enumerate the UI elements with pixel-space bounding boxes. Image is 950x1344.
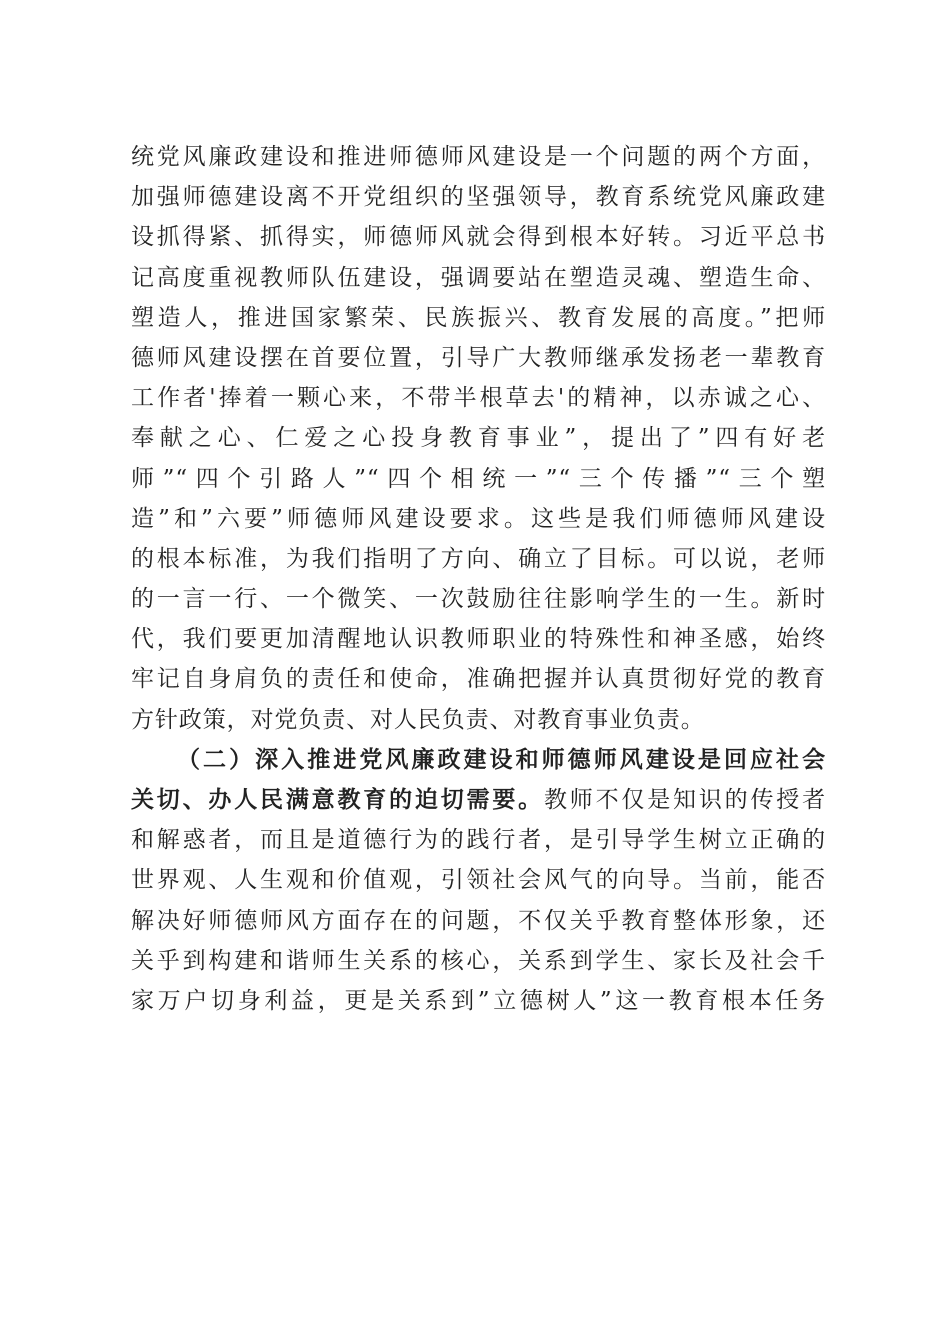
text-line: 造”和”六要”师德师风建设要求。这些是我们师德师风建设 [131, 505, 826, 532]
text-line: 和解惑者，而且是道德行为的践行者，是引导学生树立正确的 [131, 827, 826, 854]
document-body [131, 137, 826, 1021]
text-fragment: 教师不仅是知识的传授者 [543, 787, 826, 813]
paragraph-1 [131, 137, 826, 740]
paragraph-2 [131, 740, 826, 1021]
text-line [131, 780, 826, 820]
text-line: 世界观、人生观和价值观，引领社会风气的向导。当前，能否 [131, 867, 826, 894]
text-line: 设抓得紧、抓得实，师德师风就会得到根本好转。习近平总书 [131, 224, 826, 251]
text-line: 代，我们要更加清醒地认识教师职业的特殊性和神圣感，始终 [131, 626, 826, 653]
text-line: 记高度重视教师队伍建设，强调要站在塑造灵魂、塑造生命、 [131, 264, 826, 291]
text-line: 奉献之心、仁爱之心投身教育事业”，提出了”四有好老 [131, 425, 826, 452]
text-line: 关乎到构建和谐师生关系的核心，关系到学生、家长及社会千 [131, 947, 826, 974]
text-line: 德师风建设摆在首要位置，引导广大教师继承发扬老一辈教育 [131, 344, 826, 371]
text-line: 牢记自身肩负的责任和使命，准确把握并认真贯彻好党的教育 [131, 666, 826, 693]
text-line: 家万户切身利益，更是关系到”立德树人”这一教育根本任务 [131, 987, 826, 1014]
text-line: 的根本标准，为我们指明了方向、确立了目标。可以说，老师 [131, 545, 826, 572]
text-line: 加强师德建设离不开党组织的坚强领导，教育系统党风廉政建 [131, 184, 826, 211]
text-line: 的一言一行、一个微笑、一次鼓励往往影响学生的一生。新时 [131, 586, 826, 613]
text-line: 统党风廉政建设和推进师德师风建设是一个问题的两个方面， [131, 144, 826, 170]
text-line: 塑造人，推进国家繁荣、民族振兴、教育发展的高度。”把师 [131, 304, 826, 331]
text-line: 师”“四个引路人”“四个相统一”“三个传播”“三个塑 [131, 465, 826, 492]
section-heading-line: （二）深入推进党风廉政建设和师德师风建设是回应社会 [177, 745, 826, 773]
text-line: 方针政策，对党负责、对人民负责、对教育事业负责。 [131, 706, 705, 733]
text-line: 解决好师德师风方面存在的问题，不仅关乎教育整体形象，还 [131, 907, 826, 934]
section-heading-end: 关切、办人民满意教育的迫切需要。 [131, 786, 544, 813]
text-line: 工作者'捧着一颗心来，不带半根草去'的精神，以赤诚之心、 [131, 385, 826, 412]
